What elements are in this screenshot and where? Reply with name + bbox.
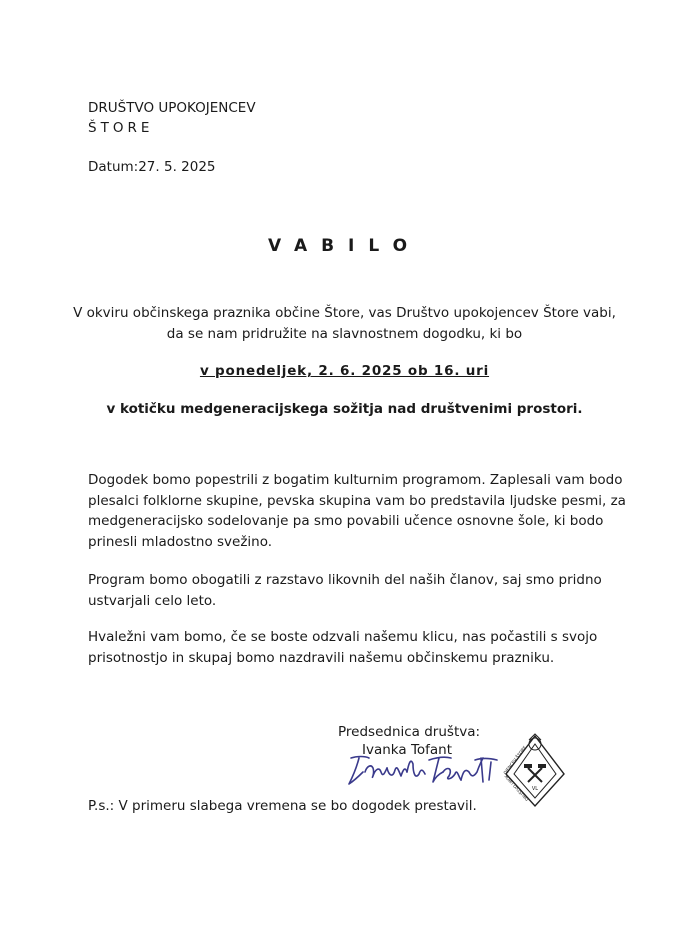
organization-place: ŠTORE (88, 120, 154, 136)
svg-text:DRUŠTVO UPOKOJENCEV ŠTORE: DRUŠTVO UPOKOJENCEV ŠTORE (502, 744, 530, 802)
document-title: VABILO (267, 236, 422, 256)
document-date: Datum:27. 5. 2025 (88, 159, 216, 175)
signer-role: Predsednica društva: (338, 724, 481, 740)
signer-name: Ivanka Tofant (362, 742, 453, 758)
intro-line-2: da se nam pridružite na slavnostnem dogodku, ki bo (166, 326, 523, 342)
intro-line-1: V okviru občinskega praznika občine Štore, vas Društvo upokojencev Štore vabi, (73, 305, 616, 321)
handwritten-signature (343, 750, 508, 790)
program-paragraph: Dogodek bomo popestrili z bogatim kulturnim programom. Zaplesali vam bodo plesalci folklorne skupine, pevska skupina vam bo predstavila ljudske pesmi, za medgeneracijsko sodelovanje pa smo povabili učence osnovne šole, ki bodo prinesli mladostno svežino. (88, 472, 626, 550)
event-date-time: v ponedeljek, 2. 6. 2025 ob 16. uri (199, 363, 490, 379)
exhibition-paragraph: Program bomo obogatili z razstavo likovnih del naših članov, saj smo pridno ustvarjali celo leto. (88, 572, 602, 609)
organization-name: DRUŠTVO UPOKOJENCEV (88, 100, 256, 116)
postscript: P.s.: V primeru slabega vremena se bo dogodek prestavil. (88, 798, 477, 814)
society-seal (500, 730, 570, 810)
closing-paragraph: Hvaležni vam bomo, če se boste odzvali našemu klicu, nas počastili s svojo prisotnostjo in skupaj bomo nazdravili našemu občinskemu prazniku. (88, 629, 598, 666)
svg-text:VL: VL (531, 786, 539, 792)
event-location: v kotičku medgeneracijskega sožitja nad društvenimi prostori. (106, 401, 583, 417)
